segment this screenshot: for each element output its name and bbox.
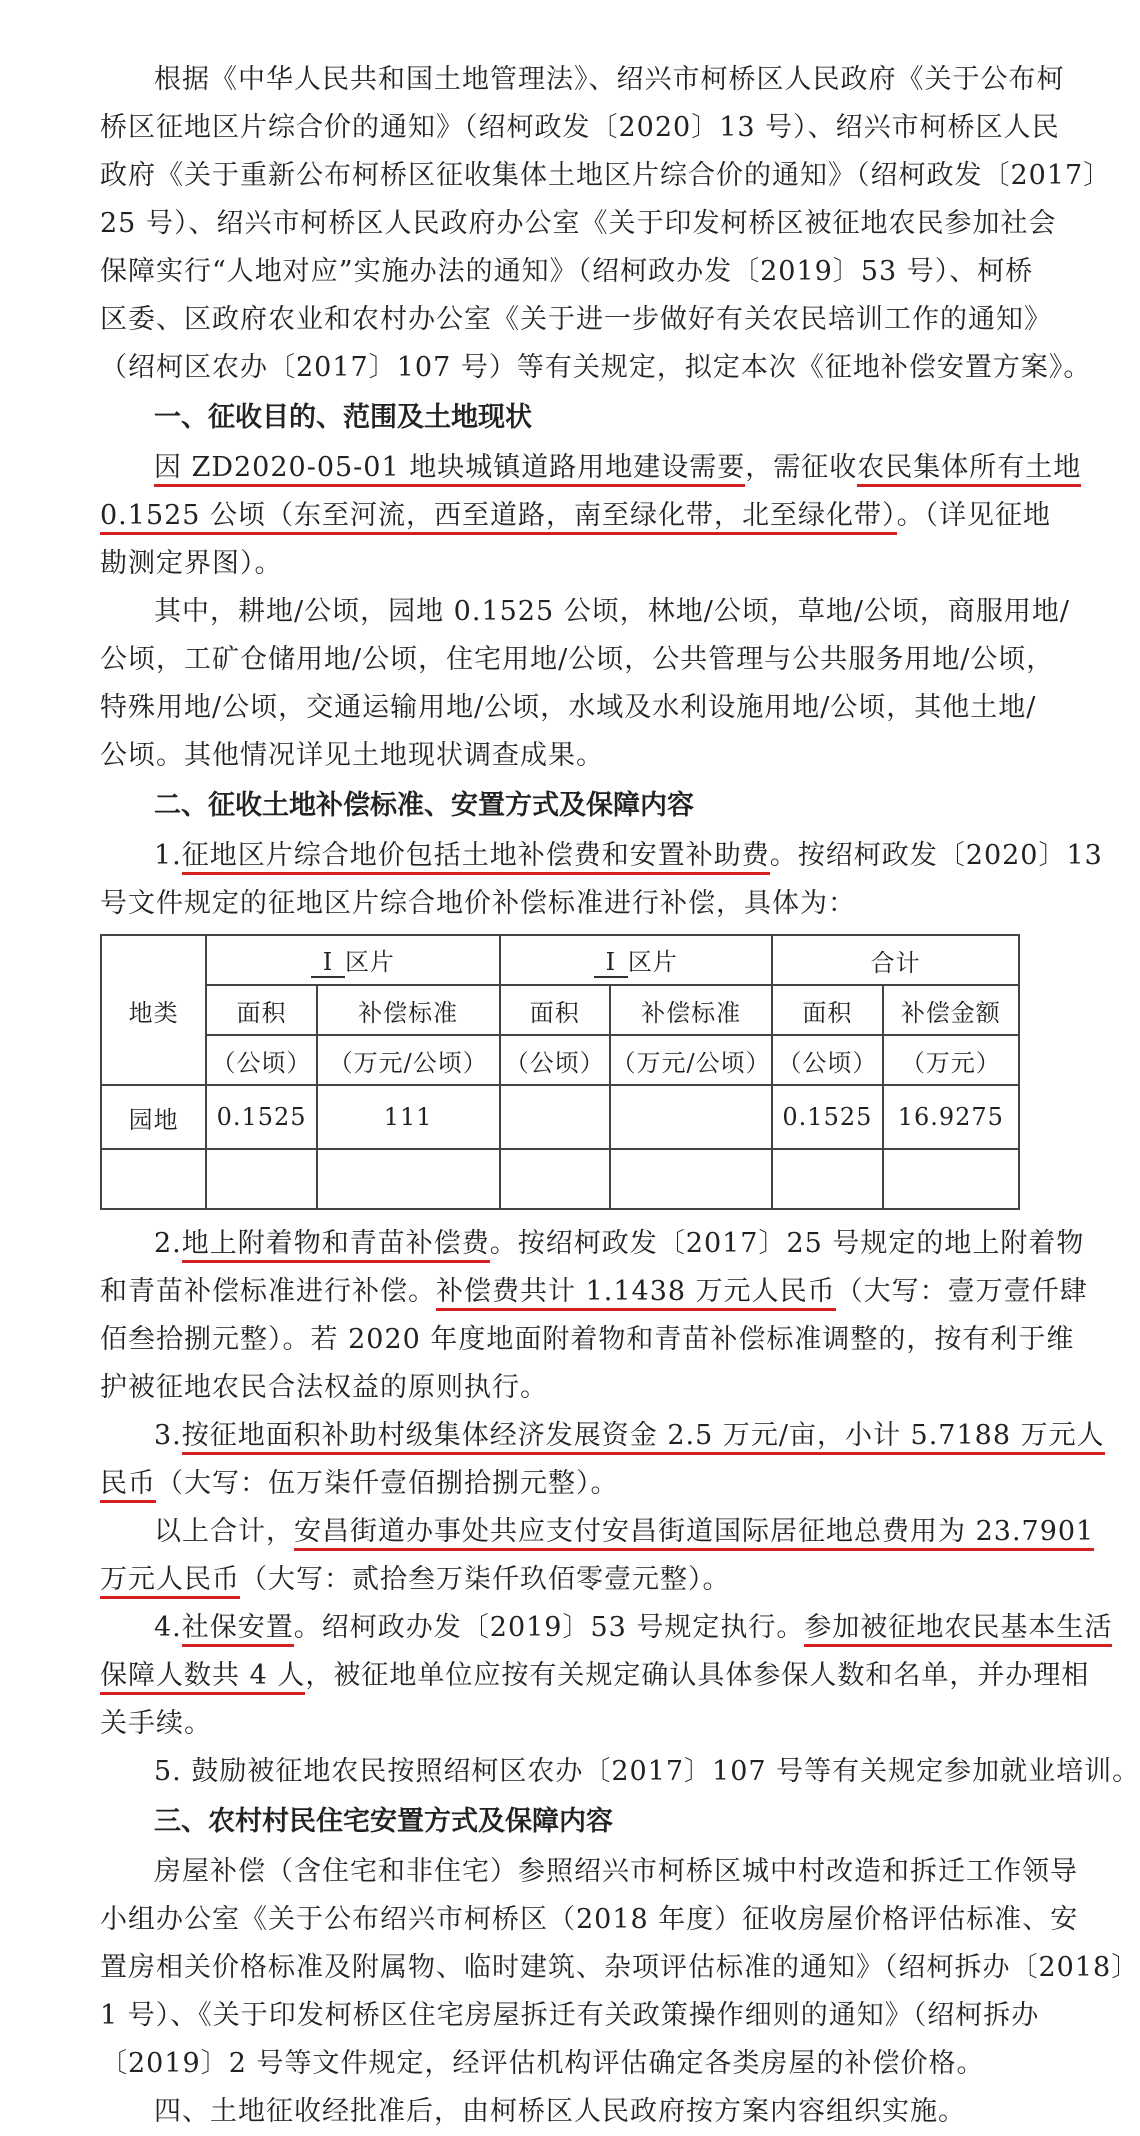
text: （大写：壹万壹仟肆 <box>835 1276 1088 1307</box>
table-cell: 园地 <box>101 1085 206 1149</box>
table-cell: 16.9275 <box>883 1085 1019 1149</box>
section1-para1-line1 <box>100 444 1082 492</box>
table-cell <box>500 1085 610 1149</box>
item-4-line2 <box>100 1652 1090 1700</box>
table-cell <box>772 1149 882 1209</box>
underlined-text: 安昌街道办事处共应支付安昌街道国际居征地总费用为 23.7901 <box>294 1516 1094 1551</box>
text: 。按绍柯政发〔2020〕13 <box>769 840 1103 871</box>
section3-line: 1 号）、《关于印发柯桥区住宅房屋拆迁有关政策操作细则的通知》（绍柯拆办 <box>100 2000 1040 2031</box>
table-header-unit: （公顷） <box>772 1035 882 1085</box>
text: 区片 <box>344 948 395 976</box>
intro-line: 桥区征地区片综合价的通知》（绍柯政发〔2020〕13 号）、绍兴市柯桥区人民 <box>100 112 1060 143</box>
intro-paragraph <box>100 56 1112 392</box>
underlined-text: 民币 <box>100 1468 156 1503</box>
text: （大写：贰拾叁万柒仟玖佰零壹元整）。 <box>240 1564 731 1595</box>
table-cell <box>610 1149 772 1209</box>
text: 。绍柯政办发〔2019〕53 号规定执行。 <box>293 1612 805 1643</box>
table-header-std: 补偿标准 <box>317 985 500 1035</box>
table-header-zone-a <box>206 935 499 985</box>
table-header-area: 面积 <box>500 985 610 1035</box>
underlined-text: 因 ZD2020-05-01 地块城镇道路用地建设需要 <box>154 452 745 487</box>
table-header-amount: 补偿金额 <box>883 985 1019 1035</box>
text: 区片 <box>627 948 678 976</box>
table-cell: 0.1525 <box>772 1085 882 1149</box>
item-3-line1 <box>100 1412 1105 1460</box>
item-2-line4: 护被征地农民合法权益的原则执行。 <box>100 1372 548 1403</box>
underlined-text: 补偿费共计 1.1438 万元人民币 <box>436 1276 836 1311</box>
table-header-area: 面积 <box>206 985 316 1035</box>
table-header-land: 地类 <box>101 935 206 1085</box>
table-cell <box>317 1149 500 1209</box>
section-heading-3: 三、农村村民住宅安置方式及保障内容 <box>154 1806 613 1837</box>
table-header-unit: （万元/公顷） <box>317 1035 500 1085</box>
item-number: 1. <box>154 840 182 871</box>
section3-line: 小组办公室《关于公布绍兴市柯桥区（2018 年度）征收房屋价格评估标准、安 <box>100 1904 1079 1935</box>
item-1-line2: 号文件规定的征地区片综合地价补偿标准进行补偿，具体为： <box>100 888 856 919</box>
section1-para1-line2 <box>100 492 1052 540</box>
section1-para2-line: 其中，耕地/公顷，园地 0.1525 公顷，林地/公顷，草地/公顷，商服用地/ <box>154 596 1071 627</box>
table-cell <box>610 1085 772 1149</box>
table-cell <box>101 1149 206 1209</box>
summary-line2 <box>100 1556 1024 1604</box>
table-header-unit: （公顷） <box>500 1035 610 1085</box>
item-2-line1 <box>100 1220 1085 1268</box>
zone-blank: I <box>311 948 345 978</box>
item-4-line1 <box>100 1604 1113 1652</box>
table-header-unit: （万元/公顷） <box>610 1035 772 1085</box>
section1-para2-line: 特殊用地/公顷，交通运输用地/公顷，水域及水利设施用地/公顷，其他土地/ <box>100 692 1037 723</box>
section1-para1-line3: 勘测定界图）。 <box>100 548 283 579</box>
table-header-area: 面积 <box>772 985 882 1035</box>
item-1-line1 <box>100 832 1103 880</box>
intro-line: 根据《中华人民共和国土地管理法》、绍兴市柯桥区人民政府《关于公布柯 <box>154 64 1065 95</box>
intro-line: 区委、区政府农业和农村办公室《关于进一步做好有关农民培训工作的通知》 <box>100 304 1052 335</box>
table-cell <box>500 1149 610 1209</box>
table-row-empty <box>101 1149 1019 1209</box>
text: 。按绍柯政发〔2017〕25 号规定的地上附着物 <box>489 1228 1085 1259</box>
table-header-unit: （公顷） <box>206 1035 316 1085</box>
compensation-table <box>100 934 1020 1210</box>
text: ，被征地单位应按有关规定确认具体参保人数和名单，并办理相 <box>305 1660 1090 1691</box>
section3-line: 〔2019〕2 号等文件规定，经评估机构评估确定各类房屋的补偿价格。 <box>100 2048 985 2079</box>
section3-line: 房屋补偿（含住宅和非住宅）参照绍兴市柯桥区城中村改造和拆迁工作领导 <box>154 1856 1078 1887</box>
section-heading-2: 二、征收土地补偿标准、安置方式及保障内容 <box>154 790 694 821</box>
section1-para2-line: 公顷。其他情况详见土地现状调查成果。 <box>100 740 604 771</box>
text: （大写：伍万柒仟壹佰捌拾捌元整）。 <box>156 1468 619 1499</box>
item-number: 2. <box>154 1228 182 1259</box>
intro-line: （绍柯区农办〔2017〕107 号）等有关规定，拟定本次《征地补偿安置方案》。 <box>100 352 1092 383</box>
item-3-line2 <box>100 1460 1024 1508</box>
section-heading-4: 四、土地征收经批准后，由柯桥区人民政府按方案内容组织实施。 <box>154 2096 966 2127</box>
intro-line: 保障实行“人地对应”实施办法的通知》（绍柯政办发〔2019〕53 号）、柯桥 <box>100 256 1034 287</box>
table-header-std: 补偿标准 <box>610 985 772 1035</box>
text: 。（详见征地 <box>896 500 1052 531</box>
table-header-zone-b <box>500 935 773 985</box>
underlined-text: 地上附着物和青苗补偿费 <box>182 1228 490 1263</box>
text: ，需征收 <box>745 452 858 483</box>
underlined-text: 0.1525 公顷（东至河流，西至道路，南至绿化带，北至绿化带） <box>100 500 897 535</box>
table-header-total: 合计 <box>772 935 1019 985</box>
intro-line: 25 号）、绍兴市柯桥区人民政府办公室《关于印发柯桥区被征地农民参加社会 <box>100 208 1057 239</box>
item-5-line: 5. 鼓励被征地农民按照绍柯区农办〔2017〕107 号等有关规定参加就业培训。 <box>154 1756 1140 1787</box>
underlined-text: 征地区片综合地价包括土地补偿费和安置补助费 <box>182 840 770 875</box>
zone-blank: I <box>594 948 628 978</box>
table-header-unit: （万元） <box>883 1035 1019 1085</box>
text: 和青苗补偿标准进行补偿。 <box>100 1276 436 1307</box>
underlined-text: 万元人民币 <box>100 1564 240 1599</box>
item-number: 4. <box>154 1612 182 1643</box>
underlined-text: 农民集体所有土地 <box>857 452 1081 487</box>
table-cell <box>883 1149 1019 1209</box>
section1-para2-line: 公顷，工矿仓储用地/公顷，住宅用地/公顷，公共管理与公共服务用地/公顷， <box>100 644 1055 675</box>
item-4-line3: 关手续。 <box>100 1708 212 1739</box>
text: 以上合计， <box>154 1516 294 1547</box>
underlined-text: 参加被征地农民基本生活 <box>804 1612 1112 1647</box>
table-row <box>101 1085 1019 1149</box>
summary-line1 <box>100 1508 1095 1556</box>
intro-line: 政府《关于重新公布柯桥区征收集体土地区片综合价的通知》（绍柯政发〔2017〕 <box>100 160 1112 191</box>
section3-line: 置房相关价格标准及附属物、临时建筑、杂项评估标准的通知》（绍柯拆办〔2018〕 <box>100 1952 1140 1983</box>
table-cell: 0.1525 <box>206 1085 316 1149</box>
underlined-text: 按征地面积补助村级集体经济发展资金 2.5 万元/亩，小计 5.7188 万元人 <box>182 1420 1105 1455</box>
table-cell <box>206 1149 316 1209</box>
item-2-line2 <box>100 1268 1088 1316</box>
section-heading-1: 一、征收目的、范围及土地现状 <box>154 402 532 433</box>
table-cell: 111 <box>317 1085 500 1149</box>
item-number: 3. <box>154 1420 182 1451</box>
underlined-text: 社保安置 <box>182 1612 294 1647</box>
item-2-line3: 佰叁拾捌元整）。若 2020 年度地面附着物和青苗补偿标准调整的，按有利于维 <box>100 1324 1075 1355</box>
underlined-text: 保障人数共 4 人 <box>100 1660 305 1695</box>
